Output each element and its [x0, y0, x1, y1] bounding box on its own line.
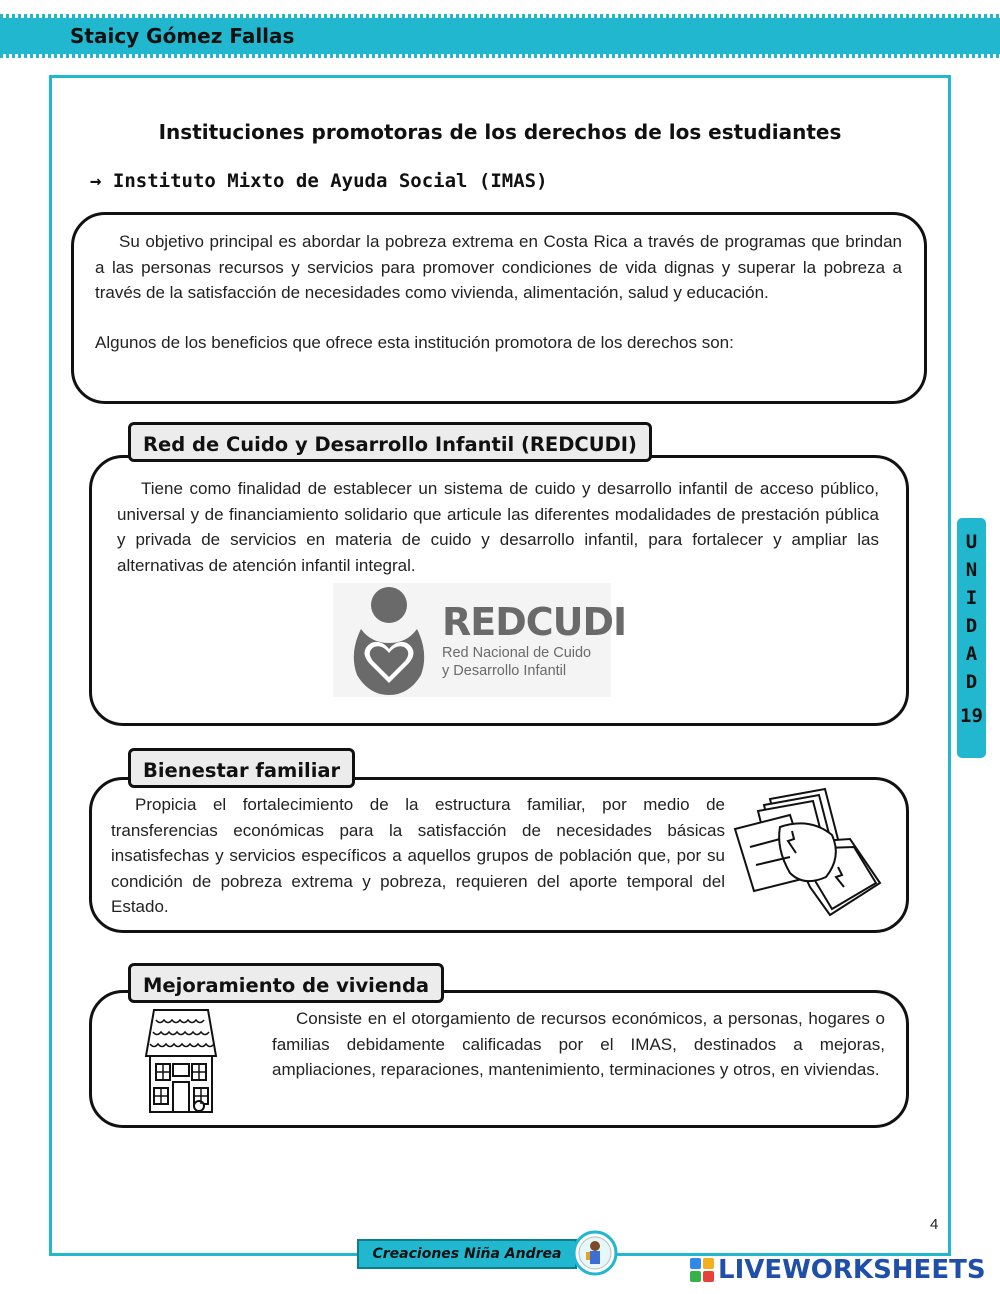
unit-side-tab: [957, 518, 986, 758]
page-number: 4: [930, 1216, 939, 1233]
redcudi-paragraph: Tiene como finalidad de establecer un sistema de cuido y desarrollo infantil de acceso público, universal y de financiamiento solidario que articule las diferentes modalidades de prestación pública y privada de servicios en materia de cuido y desarrollo infantil, para fortalecer y ampliar las alternativas de atención infantil integral.: [117, 479, 879, 575]
bienestar-paragraph: Propicia el fortalecimiento de la estructura familiar, por medio de transferencias económicas para la satisfacción de necesidades básicas insatisfechas y servicios específicos a aquellos grupos de población que, por su condición de pobreza extrema y pobreza, requieren del aporte temporal del Estado.: [111, 795, 725, 916]
intro-text: [95, 229, 902, 355]
vivienda-text: [272, 1006, 885, 1083]
footer-credit: Creaciones Niña Andrea: [357, 1239, 577, 1269]
redcudi-tab: Red de Cuido y Desarrollo Infantil (REDCUDI): [128, 422, 652, 462]
unit-letter: A: [965, 643, 978, 665]
redcudi-logo-name: REDCUDI: [442, 600, 627, 644]
house-icon: [140, 1006, 222, 1116]
redcudi-logo-icon: [343, 583, 435, 697]
unit-letter: I: [965, 587, 978, 609]
vivienda-tab: Mejoramiento de vivienda: [128, 963, 444, 1003]
liveworksheets-logo-icon: [690, 1258, 714, 1282]
vivienda-paragraph: Consiste en el otorgamiento de recursos económicos, a personas, hogares o familias debidamente calificadas por el IMAS, destinados a mejoras, ampliaciones, reparaciones, mantenimiento, terminaciones y otros, en viviendas.: [272, 1009, 885, 1079]
unit-letter: D: [965, 671, 978, 693]
intro-paragraph: Su objetivo principal es abordar la pobreza extrema en Costa Rica a través de programas que brindan a las personas recursos y servicios para promover condiciones de vida dignas y superar la pobreza a través de la satisfacción de necesidades como vivienda, alimentación, salud y educación.: [95, 232, 902, 302]
money-icon: [730, 787, 885, 917]
redcudi-logo-line2: y Desarrollo Infantil: [442, 663, 567, 679]
redcudi-logo-subtitle: [442, 644, 591, 680]
unit-letter: D: [965, 615, 978, 637]
unit-letter: N: [965, 559, 978, 581]
benefits-intro: Algunos de los beneficios que ofrece esta institución promotora de los derechos son:: [95, 332, 734, 352]
creator-logo-icon: [572, 1230, 618, 1276]
page-title: Instituciones promotoras de los derechos de los estudiantes: [158, 120, 842, 144]
header-dots-bottom: [0, 54, 1000, 58]
unit-letter: U: [965, 531, 978, 553]
liveworksheets-wordmark: LIVEWORKSHEETS: [718, 1255, 986, 1285]
institution-title: → Instituto Mixto de Ayuda Social (IMAS): [90, 170, 548, 192]
liveworksheets-brand[interactable]: [690, 1255, 986, 1285]
redcudi-logo-line1: Red Nacional de Cuido: [442, 645, 592, 661]
unit-number: 19: [960, 705, 983, 727]
redcudi-text: [117, 476, 879, 578]
bienestar-text: [111, 792, 725, 920]
bienestar-tab: Bienestar familiar: [128, 748, 355, 788]
author-name: Staicy Gómez Fallas: [70, 24, 295, 48]
